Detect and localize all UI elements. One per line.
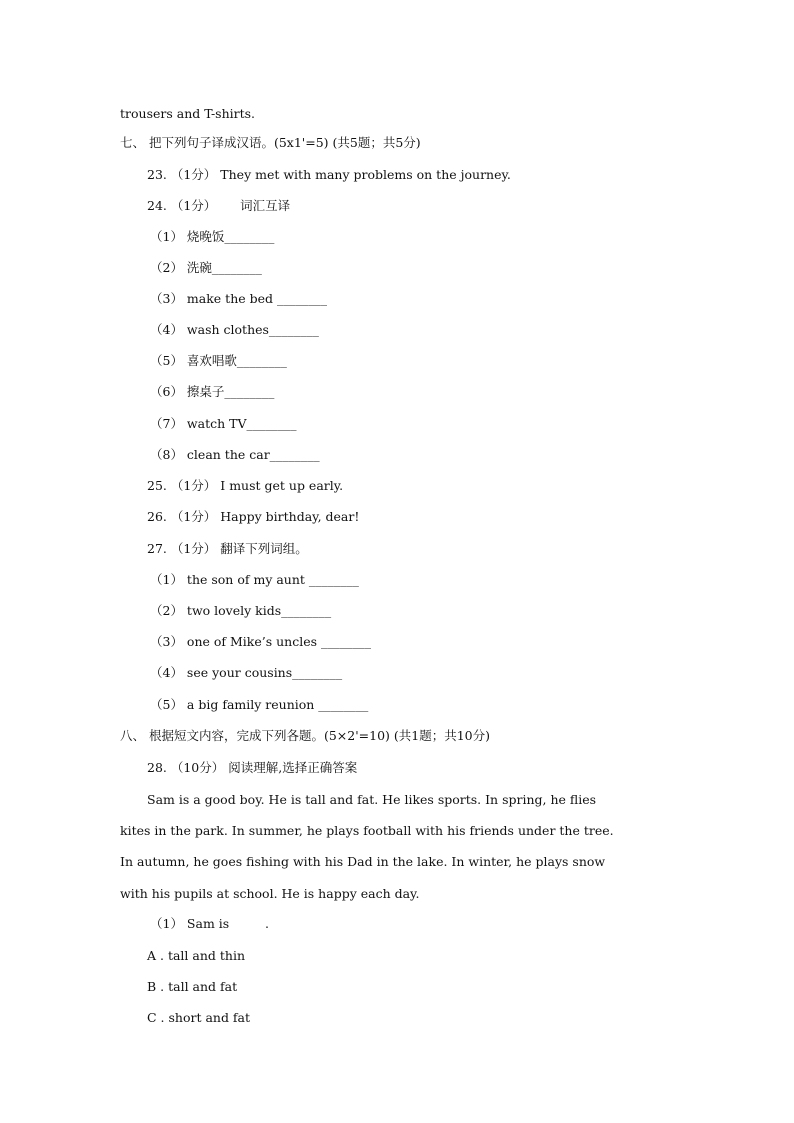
question-24: 24. （1分） 词汇互译 xyxy=(147,198,291,213)
question-27: 27. （1分） 翻译下列词组。 xyxy=(147,541,308,556)
question-25: 25. （1分） I must get up early. xyxy=(147,478,344,493)
question-24-item-7: （7） watch TV________ xyxy=(150,416,297,431)
question-27-item-5: （5） a big family reunion ________ xyxy=(150,697,369,712)
text-line: trousers and T-shirts. xyxy=(120,106,256,121)
question-27-item-3: （3） one of Mike’s uncles ________ xyxy=(150,634,372,649)
question-27-item-2: （2） two lovely kids________ xyxy=(150,603,332,618)
question-24-item-1: （1） 烧晚饭________ xyxy=(150,229,275,244)
question-26: 26. （1分） Happy birthday, dear! xyxy=(147,509,360,524)
reading-passage-line: with his pupils at school. He is happy each day. xyxy=(120,886,420,901)
question-24-item-6: （6） 擦桌子________ xyxy=(150,384,275,399)
reading-passage-line: Sam is a good boy. He is tall and fat. He likes sports. In spring, he flies xyxy=(147,792,597,807)
reading-passage-line: kites in the park. In summer, he plays football with his friends under the tree. xyxy=(120,823,614,838)
section-heading-8: 八、 根据短文内容，完成下列各题。(5×2'=10) (共1题；共10分) xyxy=(120,728,491,743)
question-27-item-1: （1） the son of my aunt ________ xyxy=(150,572,359,587)
question-27-item-4: （4） see your cousins________ xyxy=(150,665,343,680)
question-24-item-4: （4） wash clothes________ xyxy=(150,322,319,337)
question-28: 28. （10分） 阅读理解,选择正确答案 xyxy=(147,760,358,775)
option-b: B . tall and fat xyxy=(147,979,238,994)
question-23: 23. （1分） They met with many problems on the journey. xyxy=(147,167,511,182)
question-24-item-3: （3） make the bed ________ xyxy=(150,291,327,306)
reading-passage-line: In autumn, he goes fishing with his Dad in the lake. In winter, he plays snow xyxy=(120,854,606,869)
option-a: A . tall and thin xyxy=(147,948,245,963)
question-24-item-2: （2） 洗碗________ xyxy=(150,260,262,275)
section-heading-7: 七、 把下列句子译成汉语。(5x1'=5) (共5题；共5分) xyxy=(120,135,421,150)
question-28-subquestion-1: （1） Sam is . xyxy=(150,916,269,931)
option-c: C . short and fat xyxy=(147,1010,251,1025)
question-24-item-8: （8） clean the car________ xyxy=(150,447,320,462)
question-24-item-5: （5） 喜欢唱歌________ xyxy=(150,353,287,368)
